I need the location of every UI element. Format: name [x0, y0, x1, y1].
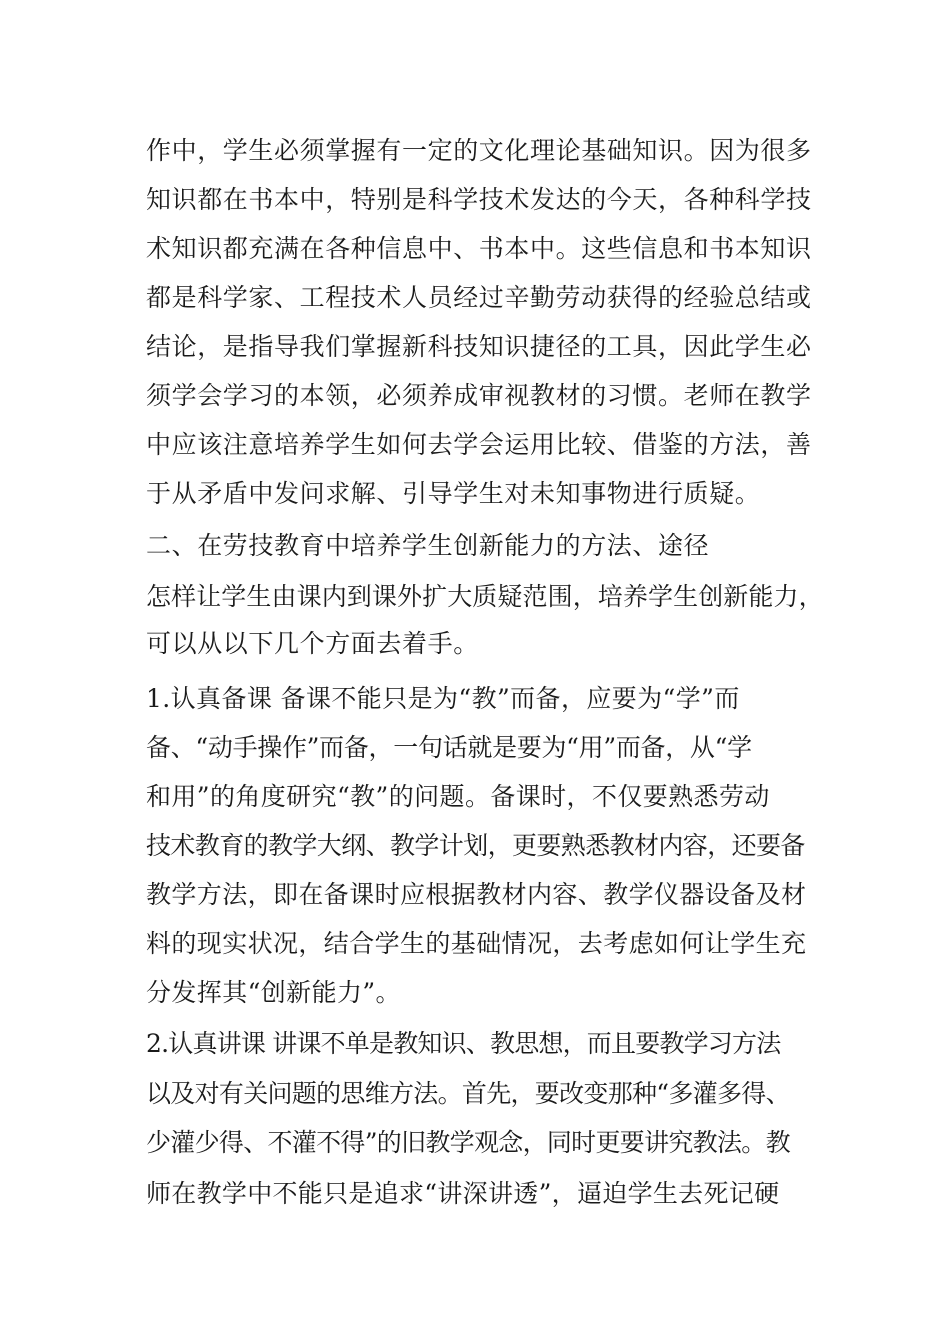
text-line-7: 中应该注意培养学生如何去学会运用比较、借鉴的方法，善: [146, 430, 812, 459]
text-line-18: 分发挥其“创新能力”。: [146, 978, 401, 1007]
text-line-19: 2.认真讲课 讲课不单是教知识、教思想，而且要教学习方法: [146, 1029, 781, 1058]
text-line-10: 怎样让学生由课内到课外扩大质疑范围，培养学生创新能力，: [146, 582, 824, 611]
text-line-1: 作中，学生必须掌握有一定的文化理论基础知识。因为很多: [146, 136, 812, 165]
text-line-14: 和用”的角度研究“教”的问题。备课时，不仅要熟悉劳动: [146, 782, 770, 811]
text-line-12: 1.认真备课 备课不能只是为“教”而备，应要为“学”而: [146, 684, 740, 713]
text-line-3: 术知识都充满在各种信息中、书本中。这些信息和书本知识: [146, 234, 812, 263]
text-line-2: 知识都在书本中，特别是科学技术发达的今天，各种科学技: [146, 185, 812, 214]
text-line-6: 须学会学习的本领，必须养成审视教材的习惯。老师在教学: [146, 381, 812, 410]
text-line-16: 教学方法，即在备课时应根据教材内容、教学仪器设备及材: [146, 880, 807, 909]
text-line-11: 可以从以下几个方面去着手。: [146, 629, 479, 658]
text-line-4: 都是科学家、工程技术人员经过辛勤劳动获得的经验总结或: [146, 283, 812, 312]
section-heading: 二、在劳技教育中培养学生创新能力的方法、途径: [146, 531, 710, 560]
text-line-5: 结论，是指导我们掌握新科技知识捷径的工具，因此学生必: [146, 332, 812, 361]
text-line-21: 少灌少得、不灌不得”的旧教学观念，同时更要讲究教法。教: [146, 1128, 790, 1157]
text-line-20: 以及对有关问题的思维方法。首先，要改变那种“多灌多得、: [146, 1079, 790, 1108]
text-line-15: 技术教育的教学大纲、教学计划，更要熟悉教材内容，还要备: [146, 831, 805, 860]
text-line-8: 于从矛盾中发问求解、引导学生对未知事物进行质疑。: [146, 479, 761, 508]
text-line-13: 备、“动手操作”而备，一句话就是要为“用”而备，从“学: [146, 733, 752, 762]
text-line-22: 师在教学中不能只是追求“讲深讲透”，逼迫学生去死记硬: [146, 1179, 780, 1208]
text-line-17: 料的现实状况，结合学生的基础情况，去考虑如何让学生充: [146, 929, 807, 958]
